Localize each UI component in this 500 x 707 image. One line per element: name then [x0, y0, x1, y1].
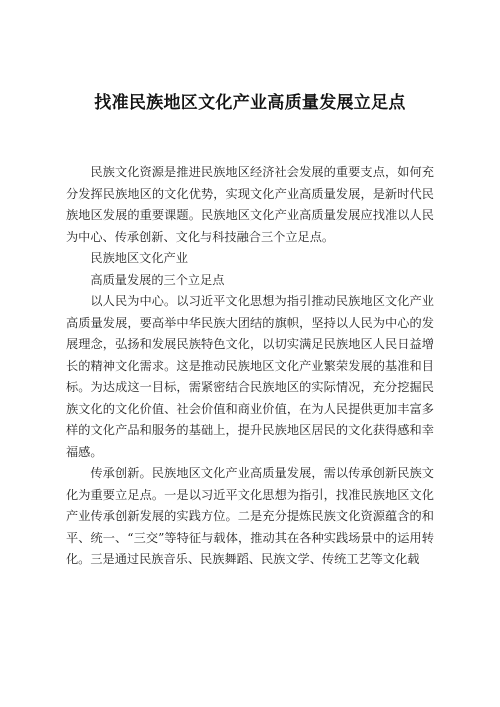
document-body [66, 162, 434, 571]
section-heading: 民族地区文化产业 [90, 251, 188, 265]
document-title: 找准民族地区文化产业高质量发展立足点 [94, 93, 406, 113]
section-heading: 高质量发展的三个立足点 [90, 272, 225, 287]
body-paragraph: 传承创新。民族地区文化产业高质量发展，需以传承创新民族文化为重要立足点。一是以习近平文化思想为指引，找准民族地区文化产业传承创新发展的实践方位。二是充分提炼民族文化资源蕴含的和平、统一、“三交”等特征与载体，推动其在各种实践场景中的运用转化。三是通过民族音乐、民族舞蹈、民族文学、传统工艺等文化载 [66, 466, 434, 566]
body-paragraph: 以人民为中心。以习近平文化思想为指引推动民族地区文化产业高质量发展，要高举中华民族大团结的旗帜，坚持以人民为中心的发展理念，弘扬和发展民族特色文化，以切实满足民族地区人民日益增长的精神文化需求。这是推动民族地区文化产业繁荣发展的基准和目标。为达成这一目标，需紧密结合民族地区的实际情况，充分挖掘民族文化的文化价值、社会价值和商业价值，在为人民提供更加丰富多样的文化产品和服务的基础上，提升民族地区居民的文化获得感和幸福感。 [66, 294, 434, 459]
body-paragraph: 民族文化资源是推进民族地区经济社会发展的重要支点，如何充分发挥民族地区的文化优势，实现文化产业高质量发展，是新时代民族地区发展的重要课题。民族地区文化产业高质量发展应找准以人民为中心、传承创新、文化与科技融合三个立足点。 [66, 165, 434, 244]
